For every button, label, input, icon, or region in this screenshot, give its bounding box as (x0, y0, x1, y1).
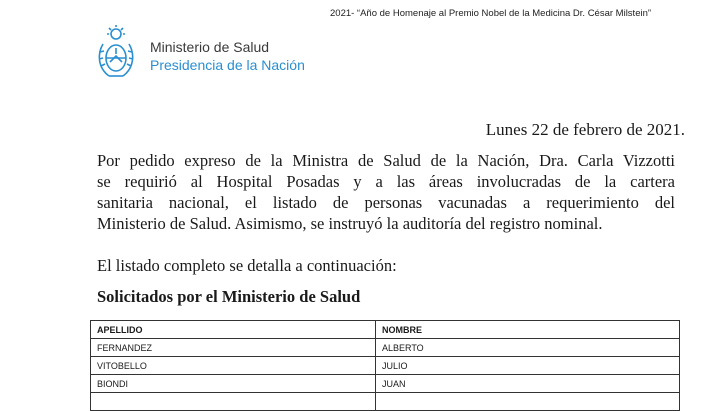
column-header-nombre: NOMBRE (376, 321, 680, 339)
cell-nombre: JUAN (376, 375, 680, 393)
table-row (91, 357, 680, 375)
document-date: Lunes 22 de febrero de 2021. (485, 120, 685, 139)
ministry-name: Ministerio de Salud (150, 39, 270, 55)
ministry-name-block (150, 38, 305, 74)
table-row (91, 375, 680, 393)
paragraph-line: Por pedido expreso de la Ministra de Salud de la Nación, Dra. Carla Vizzotti (97, 151, 675, 170)
cell-apellido (91, 393, 376, 411)
intro-text: El listado completo se detalla a continuación: (97, 256, 397, 275)
paragraph-line: Ministerio de Salud. Asimismo, se instruyó la auditoría del registro nominal. (97, 214, 603, 233)
coat-of-arms-icon (95, 24, 137, 87)
header-motto: 2021- “Año de Homenaje al Premio Nobel de la Medicina Dr. César Milstein” (330, 8, 652, 19)
section-heading: Solicitados por el Ministerio de Salud (97, 287, 361, 306)
vaccinated-list-table (90, 320, 680, 411)
cell-nombre: JULIO (376, 357, 680, 375)
paragraph-line: se requirió al Hospital Posadas y a las áreas involucradas de la cartera (97, 172, 675, 191)
cell-nombre: ALBERTO (376, 339, 680, 357)
table-row (91, 393, 680, 411)
table-row (91, 339, 680, 357)
paragraph-line: sanitaria nacional, el listado de personas vacunadas a requerimiento del (97, 193, 675, 212)
column-header-apellido: APELLIDO (91, 321, 376, 339)
presidency-name: Presidencia de la Nación (150, 57, 305, 73)
cell-apellido: FERNANDEZ (91, 339, 376, 357)
table-header-row (91, 321, 680, 339)
body-paragraph (97, 150, 675, 234)
cell-apellido: BIONDI (91, 375, 376, 393)
cell-apellido: VITOBELLO (91, 357, 376, 375)
cell-nombre (376, 393, 680, 411)
